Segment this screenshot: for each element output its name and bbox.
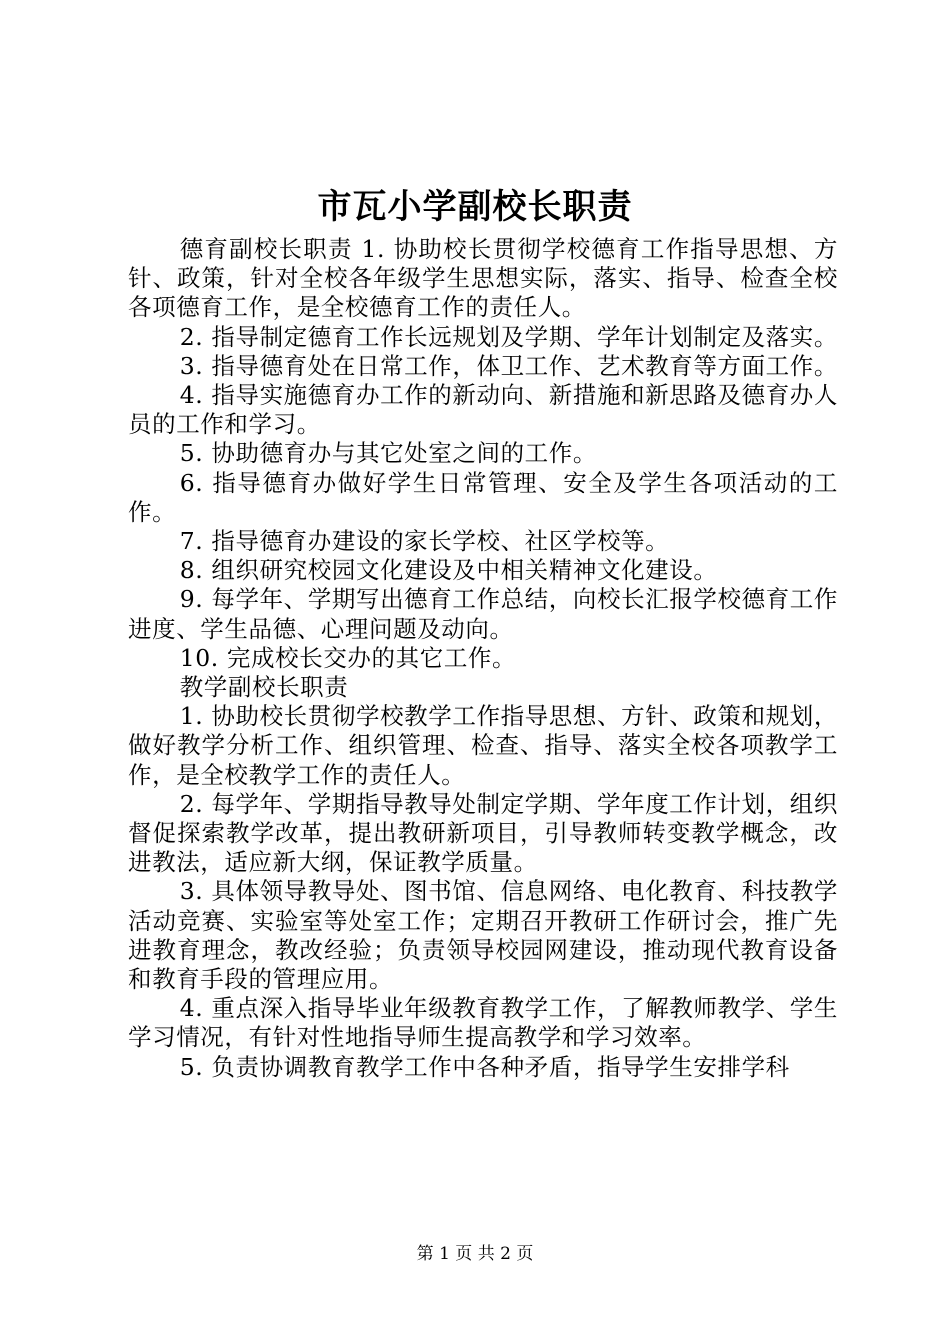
paragraph: 4. 重点深入指导毕业年级教育教学工作，了解教师教学、学生学习情况，有针对性地指导师生提高教学和学习效率。: [128, 994, 838, 1052]
paragraph: 6. 指导德育办做好学生日常管理、安全及学生各项活动的工作。: [128, 468, 838, 526]
paragraph: 1. 协助校长贯彻学校教学工作指导思想、方针、政策和规划，做好教学分析工作、组织管理、检查、指导、落实全校各项教学工作，是全校教学工作的责任人。: [128, 702, 838, 789]
paragraph: 3. 指导德育处在日常工作，体卫工作、艺术教育等方面工作。: [179, 351, 838, 380]
page-title: 市瓦小学副校长职责: [317, 187, 633, 227]
paragraph: 德育副校长职责 1. 协助校长贯彻学校德育工作指导思想、方针、政策，针对全校各年级学生思想实际，落实、指导、检查全校各项德育工作，是全校德育工作的责任人。: [128, 235, 838, 322]
paragraph: 8. 组织研究校园文化建设及中相关精神文化建设。: [179, 556, 718, 585]
paragraph: 2. 指导制定德育工作长远规划及学期、学年计划制定及落实。: [179, 322, 838, 351]
page-number-footer: 第 1 页 共 2 页: [416, 1244, 534, 1264]
paragraph: 10. 完成校长交办的其它工作。: [179, 643, 517, 672]
paragraph: 9. 每学年、学期写出德育工作总结，向校长汇报学校德育工作进度、学生品德、心理问题及动向。: [128, 585, 838, 643]
paragraph: 3. 具体领导教导处、图书馆、信息网络、电化教育、科技教学活动竞赛、实验室等处室工作；定期召开教研工作研讨会，推广先进教育理念，教改经验；负责领导校园网建设，推动现代教育设备和教育手段的管理应用。: [128, 877, 838, 994]
paragraph: 7. 指导德育办建设的家长学校、社区学校等。: [179, 527, 670, 556]
paragraph: 5. 协助德育办与其它处室之间的工作。: [179, 439, 597, 468]
document-body: [128, 235, 838, 1082]
paragraph: 5. 负责协调教育教学工作中各种矛盾，指导学生安排学科: [179, 1052, 790, 1081]
paragraph: 4. 指导实施德育办工作的新动向、新措施和新思路及德育办人员的工作和学习。: [128, 381, 838, 439]
paragraph: 2. 每学年、学期指导教导处制定学期、学年度工作计划，组织督促探索教学改革，提出教研新项目，引导教师转变教学概念，改进教法，适应新大纲，保证教学质量。: [128, 789, 838, 877]
section-heading: 教学副校长职责: [179, 673, 349, 702]
